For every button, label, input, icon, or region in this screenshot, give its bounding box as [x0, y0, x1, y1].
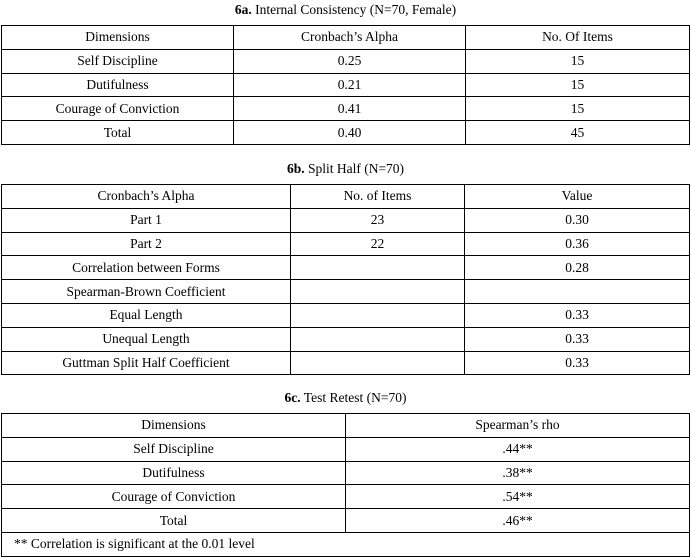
significance-footnote: ** Correlation is significant at the 0.01 level [2, 532, 690, 556]
table-a-caption [0, 2, 691, 18]
table-b-caption [0, 161, 691, 177]
table-row [2, 461, 690, 485]
header-cell: Dimensions [2, 414, 346, 438]
table-c-caption-number: 6c. [284, 390, 301, 405]
table-row [2, 208, 690, 232]
table-cell: Dutifulness [2, 73, 234, 97]
table-cell: 15 [466, 73, 690, 97]
internal-consistency-table [1, 25, 690, 145]
table-cell [465, 280, 690, 304]
table-cell: Self Discipline [2, 437, 346, 461]
table-row [2, 73, 690, 97]
table-footnote-row [2, 532, 690, 556]
table-row [2, 49, 690, 73]
table-cell: 0.36 [465, 232, 690, 256]
table-cell [291, 327, 465, 351]
table-cell: .46** [346, 509, 690, 533]
table-cell [291, 303, 465, 327]
test-retest-table [1, 413, 690, 557]
table-row [2, 232, 690, 256]
table-cell: 22 [291, 232, 465, 256]
table-row [2, 485, 690, 509]
table-b-caption-text: Split Half (N=70) [304, 161, 405, 176]
header-cell: Cronbach’s Alpha [234, 26, 466, 50]
table-row [2, 351, 690, 375]
table-header-row [2, 414, 690, 438]
table-cell: 0.33 [465, 303, 690, 327]
table-row [2, 509, 690, 533]
table-cell: 0.41 [234, 97, 466, 121]
table-cell: 0.33 [465, 327, 690, 351]
table-cell: Unequal Length [2, 327, 291, 351]
table-cell: 0.30 [465, 208, 690, 232]
table-cell: 0.40 [234, 121, 466, 145]
table-row [2, 437, 690, 461]
table-cell [291, 256, 465, 280]
header-cell: Value [465, 185, 690, 209]
table-cell: .54** [346, 485, 690, 509]
table-cell: Self Discipline [2, 49, 234, 73]
table-cell: Correlation between Forms [2, 256, 291, 280]
table-cell: 0.25 [234, 49, 466, 73]
table-row [2, 256, 690, 280]
split-half-table [1, 184, 690, 375]
header-cell: Cronbach’s Alpha [2, 185, 291, 209]
header-cell: No. Of Items [466, 26, 690, 50]
table-c-caption-text: Test Retest (N=70) [300, 390, 407, 405]
table-cell: Dutifulness [2, 461, 346, 485]
table-a-caption-number: 6a. [234, 2, 252, 17]
header-cell: No. of Items [291, 185, 465, 209]
table-cell: 0.28 [465, 256, 690, 280]
table-cell: .38** [346, 461, 690, 485]
table-cell: Part 2 [2, 232, 291, 256]
table-cell: Guttman Split Half Coefficient [2, 351, 291, 375]
table-row [2, 121, 690, 145]
table-a-caption-text: Internal Consistency (N=70, Female) [251, 2, 457, 17]
table-b-caption-number: 6b. [286, 161, 305, 176]
table-row [2, 327, 690, 351]
table-cell: 15 [466, 97, 690, 121]
table-cell: Courage of Conviction [2, 97, 234, 121]
table-cell: Total [2, 121, 234, 145]
table-cell: Total [2, 509, 346, 533]
header-cell: Spearman’s rho [346, 414, 690, 438]
table-header-row [2, 26, 690, 50]
table-cell: Courage of Conviction [2, 485, 346, 509]
table-cell: 45 [466, 121, 690, 145]
table-cell: 15 [466, 49, 690, 73]
table-cell: 0.21 [234, 73, 466, 97]
table-row [2, 280, 690, 304]
table-cell: .44** [346, 437, 690, 461]
table-row [2, 97, 690, 121]
table-header-row [2, 185, 690, 209]
table-cell: 0.33 [465, 351, 690, 375]
table-cell: Part 1 [2, 208, 291, 232]
table-cell: 23 [291, 208, 465, 232]
table-cell: Equal Length [2, 303, 291, 327]
table-cell: Spearman-Brown Coefficient [2, 280, 291, 304]
table-cell [291, 351, 465, 375]
table-c-caption [0, 390, 691, 406]
header-cell: Dimensions [2, 26, 234, 50]
table-cell [291, 280, 465, 304]
table-row [2, 303, 690, 327]
